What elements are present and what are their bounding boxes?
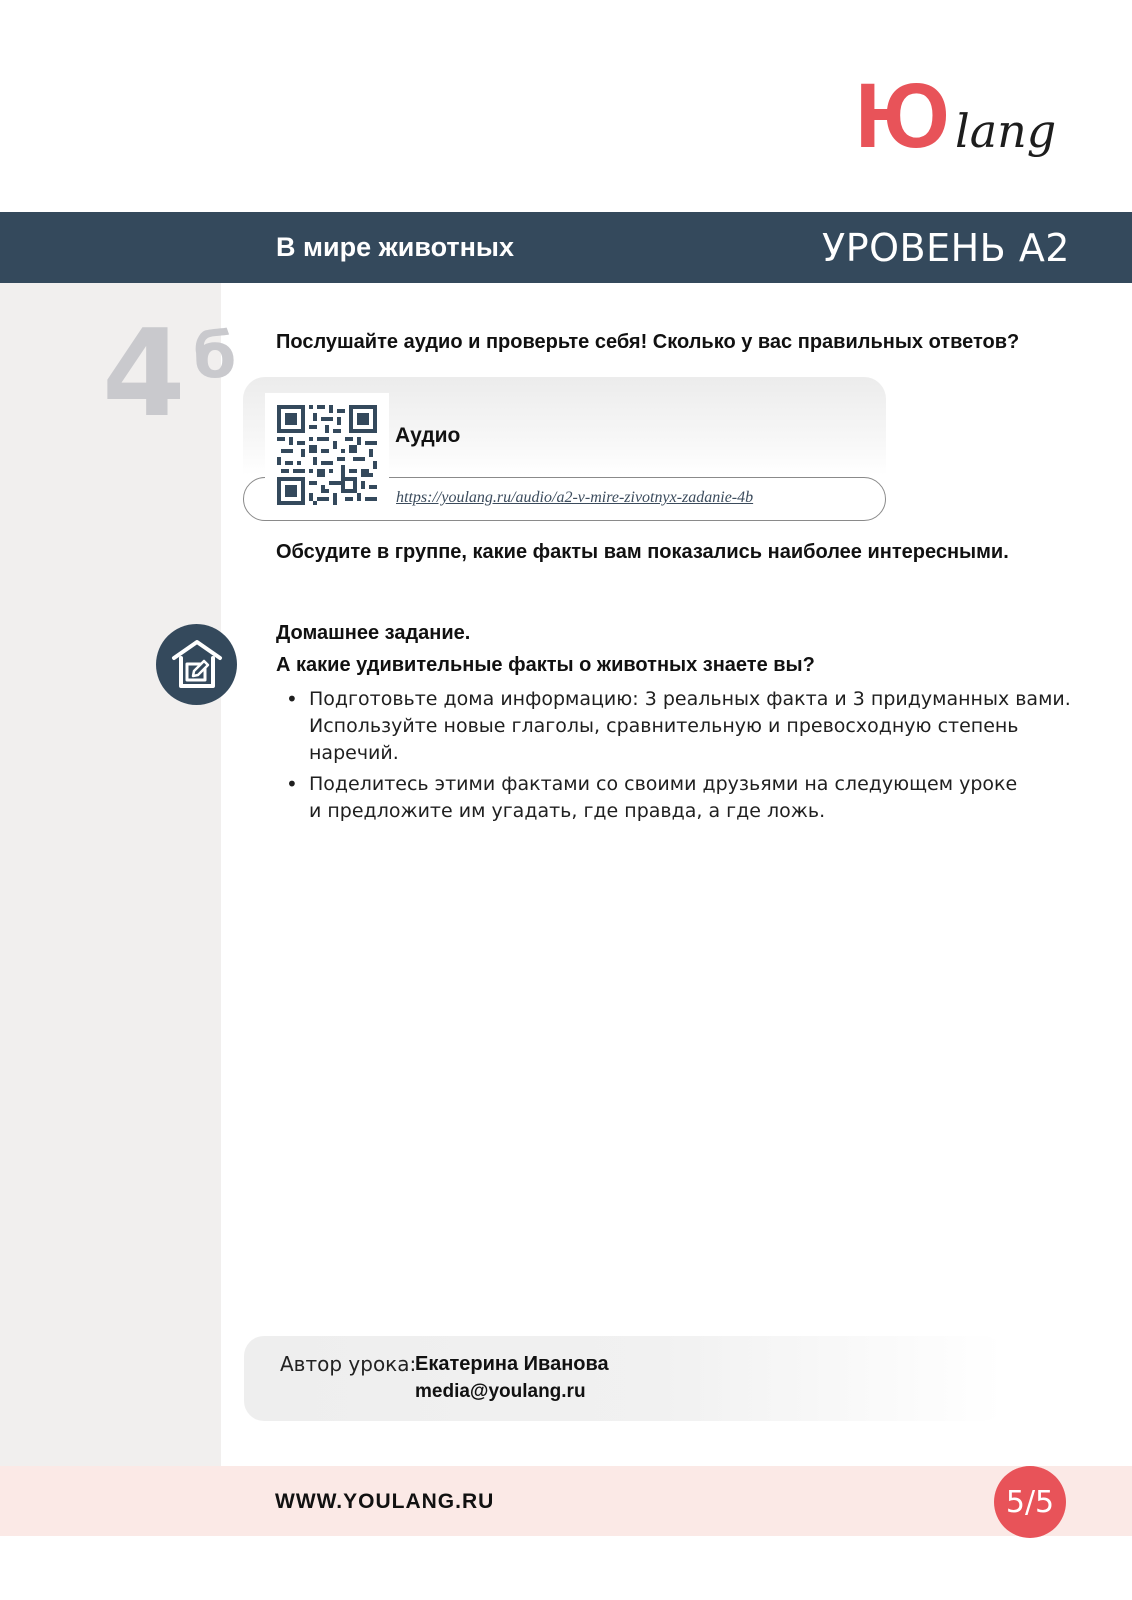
instruction-discuss: Обсудите в группе, какие факты вам показались наиболее интересными. xyxy=(276,541,1009,563)
list-item-line: Поделитесь этими фактами со своими друзьями на следующем уроке xyxy=(309,773,1018,795)
lesson-title: В мире животных xyxy=(276,232,514,262)
author-label: Автор урока: xyxy=(280,1352,417,1376)
footer-band xyxy=(0,1466,1132,1536)
footer-website[interactable]: WWW.YOULANG.RU xyxy=(275,1490,495,1513)
homework-question: А какие удивительные факты о животных знаете вы? xyxy=(276,654,815,676)
audio-label: Аудио xyxy=(395,424,461,447)
list-item xyxy=(284,686,1084,767)
list-item-line: и предложите им угадать, где правда, а где ложь. xyxy=(309,800,826,822)
author-email[interactable]: media@youlang.ru xyxy=(415,1381,586,1402)
audio-link[interactable]: https://youlang.ru/audio/a2-v-mire-zivotnyx-zadanie-4b xyxy=(396,489,754,506)
logo-wordmark: lang xyxy=(955,104,1057,158)
instruction-listen: Послушайте аудио и проверьте себя! Сколько у вас правильных ответов? xyxy=(276,331,1020,353)
qr-code-icon[interactable] xyxy=(265,393,389,511)
author-name: Екатерина Иванова xyxy=(415,1353,609,1375)
task-number: 4 xyxy=(102,305,186,444)
list-item xyxy=(284,771,1084,825)
author-card xyxy=(244,1336,1004,1421)
page-number-badge: 5/5 xyxy=(994,1466,1066,1538)
level-label: УРОВЕНЬ А2 xyxy=(822,226,1070,270)
logo-mark: Ю xyxy=(855,65,946,167)
left-side-strip xyxy=(0,283,221,1466)
homework-list xyxy=(284,686,1084,829)
homework-title: Домашнее задание. xyxy=(276,622,471,644)
youlang-logo xyxy=(855,65,1075,178)
homework-house-icon xyxy=(156,624,237,705)
header-band xyxy=(0,212,1132,283)
list-item-line: Используйте новые глаголы, сравнительную и превосходную степень наречий. xyxy=(309,715,1019,764)
list-item-line: Подготовьте дома информацию: 3 реальных факта и 3 придуманных вами. xyxy=(309,688,1071,710)
task-letter: б xyxy=(193,319,237,392)
